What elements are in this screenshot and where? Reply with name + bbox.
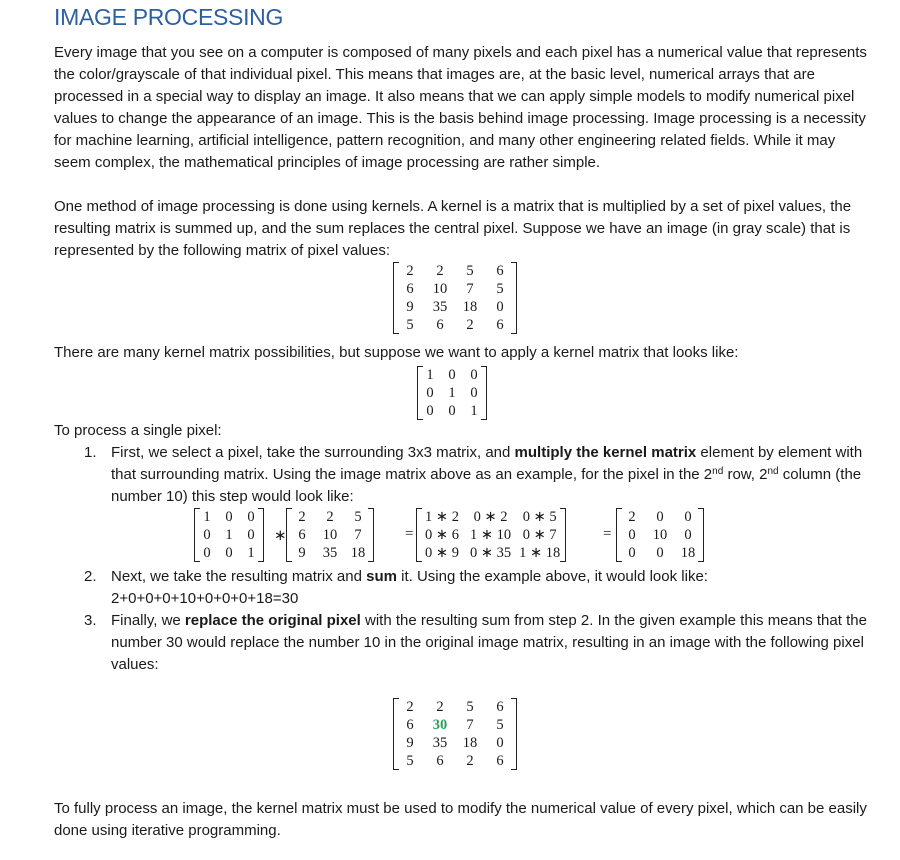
eq_result-cell: 0 <box>628 545 636 561</box>
eq_result-cell: 0 <box>656 545 664 561</box>
image_matrix-cell: 6 <box>496 263 504 279</box>
times-operator: ∗ <box>274 528 287 544</box>
final_matrix-cell: 30 <box>432 717 448 733</box>
eq_kernel-cell: 0 <box>247 509 255 525</box>
final_matrix-cell: 9 <box>406 735 414 751</box>
kernel-text: There are many kernel matrix possibilities, but suppose we want to apply a kernel matrix that looks like: <box>54 344 739 361</box>
eq_sub-cell: 18 <box>350 545 366 561</box>
image_matrix-cell: 6 <box>436 317 444 333</box>
image_matrix-cell: 2 <box>466 317 474 333</box>
final-image-matrix <box>395 698 515 770</box>
eq_kernel-cell: 1 <box>247 545 255 561</box>
left-bracket <box>286 508 292 562</box>
eq_sub-cell: 9 <box>298 545 306 561</box>
eq_sub-cell: 2 <box>326 509 334 525</box>
eq_prod-cell: 0 ∗ 5 <box>522 509 557 525</box>
final_matrix-cell: 2 <box>466 753 474 769</box>
left-bracket <box>616 508 622 562</box>
image_matrix-cell: 10 <box>432 281 448 297</box>
final_matrix-cell: 6 <box>406 717 414 733</box>
right-bracket <box>698 508 704 562</box>
equals-operator-2: = <box>603 526 612 542</box>
image_matrix-cell: 9 <box>406 299 414 315</box>
image_matrix-cell: 6 <box>406 281 414 297</box>
intro-paragraph: Every image that you see on a computer is composed of many pixels and each pixel has a numerical value that represents the color/grayscale of that individual pixel. This means that images are, at the basic level, numerical arrays that are processed in a special way to display an image. It also means that we can apply simple models to modify numerical pixel values to change the appearance of an image. This is the basis behind image processing. Image processing is a necessity for machine learning, artificial intelligence, pattern recognition, and many other engineering related fields. While it may seem complex, the mathematical principles of image processing are rather simple. <box>54 44 867 171</box>
kernel_matrix-cell: 1 <box>470 403 478 419</box>
eq_sub-cell: 35 <box>322 545 338 561</box>
eq_prod-cell: 0 ∗ 35 <box>470 545 512 561</box>
equals-operator-1: = <box>405 526 414 542</box>
step-1-number: 1. <box>84 444 97 461</box>
eq_result-cell: 10 <box>652 527 668 543</box>
eq_sub-cell: 10 <box>322 527 338 543</box>
image_matrix-cell: 5 <box>466 263 474 279</box>
kernel_matrix-cell: 0 <box>426 385 434 401</box>
equation-result-matrix <box>618 508 702 562</box>
kernel_matrix-cell: 0 <box>448 367 456 383</box>
eq_kernel-cell: 0 <box>247 527 255 543</box>
step-2-text: Next, we take the resulting matrix and sum it. Using the example above, it would look like: 2+0+0+0+10+0+0+0+18=30 <box>111 568 708 607</box>
image_matrix-cell: 7 <box>466 281 474 297</box>
image_matrix-cell: 35 <box>432 299 448 315</box>
image_matrix-cell: 5 <box>406 317 414 333</box>
step-3-number: 3. <box>84 612 97 629</box>
eq_prod-cell: 0 ∗ 7 <box>522 527 557 543</box>
eq_sub-cell: 2 <box>298 509 306 525</box>
eq_kernel-cell: 1 <box>225 527 233 543</box>
eq_sub-cell: 7 <box>354 527 362 543</box>
image_matrix-cell: 5 <box>496 281 504 297</box>
right-bracket <box>511 698 517 770</box>
image_matrix-cell: 2 <box>406 263 414 279</box>
step-3-text: Finally, we replace the original pixel with the resulting sum from step 2. In the given example this means that the number 30 would replace the number 10 in the original image matrix, resulting in an image with the following pixel values: <box>111 612 867 673</box>
sum-expression: 2+0+0+0+10+0+0+0+18=30 <box>111 590 299 607</box>
kernel_matrix-cell: 0 <box>426 403 434 419</box>
kernel_matrix-cell: 0 <box>470 367 478 383</box>
eq_kernel-cell: 0 <box>225 509 233 525</box>
step-1-text: First, we select a pixel, take the surrounding 3x3 matrix, and multiply the kernel matrix element by element with that surrounding matrix. Using the image matrix above as an example, for the pixel in the 2nd row, 2nd column (the number 10) this step would look like: <box>111 444 863 505</box>
page-title: IMAGE PROCESSING <box>54 4 284 30</box>
final_matrix-cell: 2 <box>406 699 414 715</box>
eq_result-cell: 0 <box>684 527 692 543</box>
final_matrix-cell: 6 <box>496 699 504 715</box>
left-bracket <box>194 508 200 562</box>
kernel-intro-paragraph: One method of image processing is done using kernels. A kernel is a matrix that is multiplied by a set of pixel values, the resulting matrix is summed up, and the sum replaces the central pixel. Suppose we have an image (in gray scale) that is represented by the following matrix of pixel values: <box>54 198 852 259</box>
eq_result-cell: 18 <box>680 545 696 561</box>
step-2-number: 2. <box>84 568 97 585</box>
eq_sub-cell: 6 <box>298 527 306 543</box>
final_matrix-cell: 7 <box>466 717 474 733</box>
final_matrix-cell: 6 <box>436 753 444 769</box>
eq_result-cell: 0 <box>684 509 692 525</box>
eq_kernel-cell: 0 <box>203 545 211 561</box>
final_matrix-cell: 6 <box>496 753 504 769</box>
kernel_matrix-cell: 1 <box>448 385 456 401</box>
eq_sub-cell: 5 <box>354 509 362 525</box>
final_matrix-cell: 35 <box>432 735 448 751</box>
final_matrix-cell: 0 <box>496 735 504 751</box>
final_matrix-cell: 5 <box>496 717 504 733</box>
final_matrix-cell: 5 <box>466 699 474 715</box>
left-bracket <box>416 508 422 562</box>
conclusion-paragraph: To fully process an image, the kernel matrix must be used to modify the numerical value of every pixel, which can be easily done using iterative programming. <box>54 800 867 839</box>
single-pixel-heading: To process a single pixel: <box>54 422 222 439</box>
eq_result-cell: 2 <box>628 509 636 525</box>
eq_prod-cell: 1 ∗ 10 <box>470 527 512 543</box>
eq_kernel-cell: 0 <box>203 527 211 543</box>
right-bracket <box>368 508 374 562</box>
final_matrix-cell: 18 <box>462 735 478 751</box>
image_matrix-cell: 0 <box>496 299 504 315</box>
right-bracket <box>481 366 487 420</box>
eq_prod-cell: 0 ∗ 9 <box>425 545 459 561</box>
left-bracket <box>393 262 399 334</box>
image-matrix <box>395 262 515 334</box>
eq_prod-cell: 1 ∗ 2 <box>425 509 459 525</box>
image_matrix-cell: 2 <box>436 263 444 279</box>
equation-product-matrix <box>418 508 564 562</box>
left-bracket <box>417 366 423 420</box>
right-bracket <box>258 508 264 562</box>
left-bracket <box>393 698 399 770</box>
image_matrix-cell: 6 <box>496 317 504 333</box>
eq_kernel-cell: 1 <box>203 509 211 525</box>
final_matrix-cell: 2 <box>436 699 444 715</box>
image_matrix-cell: 18 <box>462 299 478 315</box>
equation-submatrix <box>288 508 372 562</box>
eq_result-cell: 0 <box>628 527 636 543</box>
eq_prod-cell: 0 ∗ 2 <box>473 509 508 525</box>
kernel_matrix-cell: 0 <box>448 403 456 419</box>
equation-kernel-matrix <box>196 508 262 562</box>
eq_prod-cell: 1 ∗ 18 <box>519 545 561 561</box>
kernel-matrix <box>419 366 485 420</box>
kernel_matrix-cell: 1 <box>426 367 434 383</box>
eq_kernel-cell: 0 <box>225 545 233 561</box>
right-bracket <box>511 262 517 334</box>
kernel_matrix-cell: 0 <box>470 385 478 401</box>
final_matrix-cell: 5 <box>406 753 414 769</box>
eq_prod-cell: 0 ∗ 6 <box>425 527 459 543</box>
eq_result-cell: 0 <box>656 509 664 525</box>
right-bracket <box>560 508 566 562</box>
